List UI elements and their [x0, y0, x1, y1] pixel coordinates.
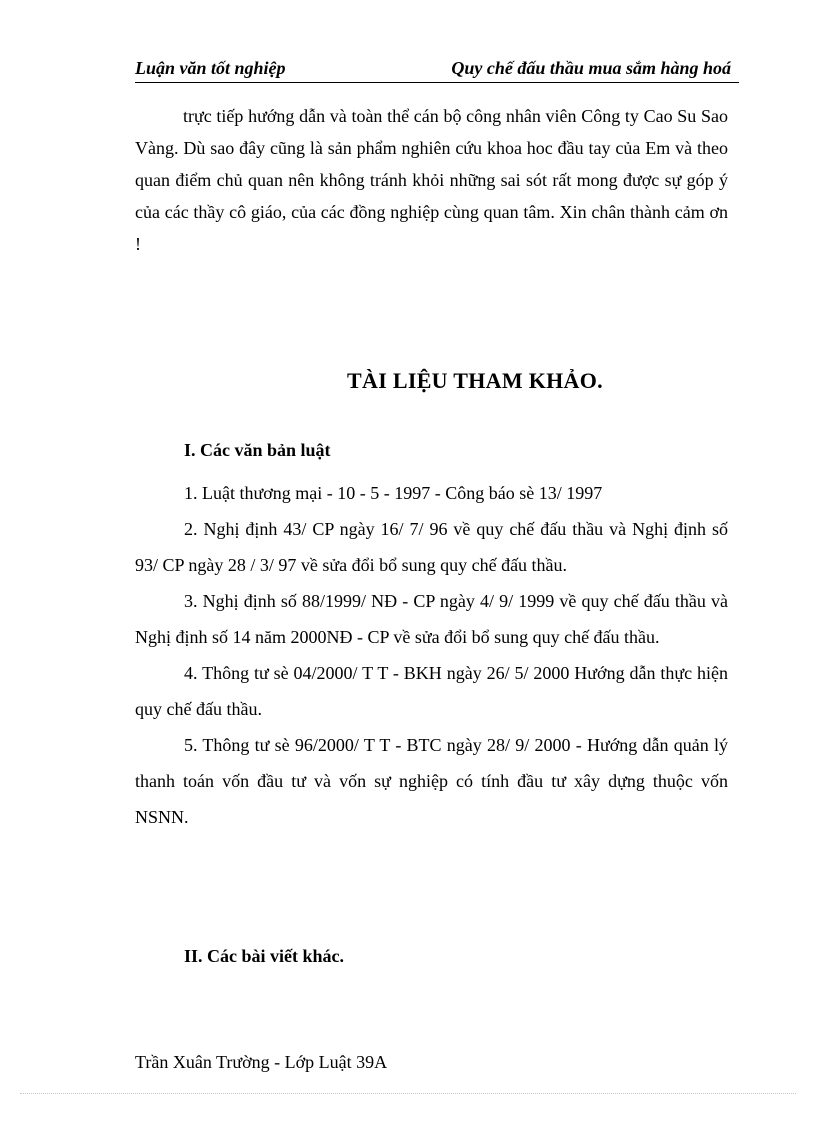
header-thesis-label: Luận văn tốt nghiệp	[135, 58, 286, 78]
reference-item: 2. Nghị định 43/ CP ngày 16/ 7/ 96 về quy chế đấu thầu và Nghị định số 93/ CP ngày 28 / 3/ 97 về sửa đổi bổ sung quy chế đấu thầu.	[135, 519, 728, 575]
header-topic-label: Quy chế đấu thầu mua sắm hàng hoá	[451, 58, 731, 78]
intro-paragraph: trực tiếp hướng dẫn và toàn thể cán bộ công nhân viên Công ty Cao Su Sao Vàng. Dù sao đây cũng là sản phẩm nghiên cứu khoa hoc đầu tay của Em và theo quan điểm chủ quan nên không tránh khỏi những sai sót rất mong được sự góp ý của các thầy cô giáo, của các đồng nghiệp cùng quan tâm. Xin chân thành cảm ơn !	[135, 106, 728, 254]
section-heading-other-articles: II. Các bài viết khác.	[184, 946, 345, 966]
page-header	[135, 56, 739, 83]
section-heading-legal-documents: I. Các văn bản luật	[184, 440, 331, 460]
page-footer-author: Trần Xuân Trường - Lớp Luật 39A	[135, 1052, 388, 1072]
page-bottom-divider	[20, 1093, 796, 1094]
references-title: TÀI LIỆU THAM KHẢO.	[347, 368, 603, 393]
reference-item: 3. Nghị định số 88/1999/ NĐ - CP ngày 4/ 9/ 1999 về quy chế đấu thầu và Nghị định số 14 năm 2000NĐ - CP về sửa đổi bổ sung quy chế đấu thầu.	[135, 591, 728, 647]
reference-item: 5. Thông tư sè 96/2000/ T T - BTC ngày 28/ 9/ 2000 - Hướng dẫn quản lý thanh toán vốn đầu tư và vốn sự nghiệp có tính đầu tư xây dựng thuộc vốn NSNN.	[135, 735, 728, 827]
references-list	[135, 475, 728, 835]
reference-item: 4. Thông tư sè 04/2000/ T T - BKH ngày 26/ 5/ 2000 Hướng dẫn thực hiện quy chế đấu thầu.	[135, 663, 728, 719]
reference-item: 1. Luật thương mại - 10 - 5 - 1997 - Công báo sè 13/ 1997	[184, 483, 603, 503]
